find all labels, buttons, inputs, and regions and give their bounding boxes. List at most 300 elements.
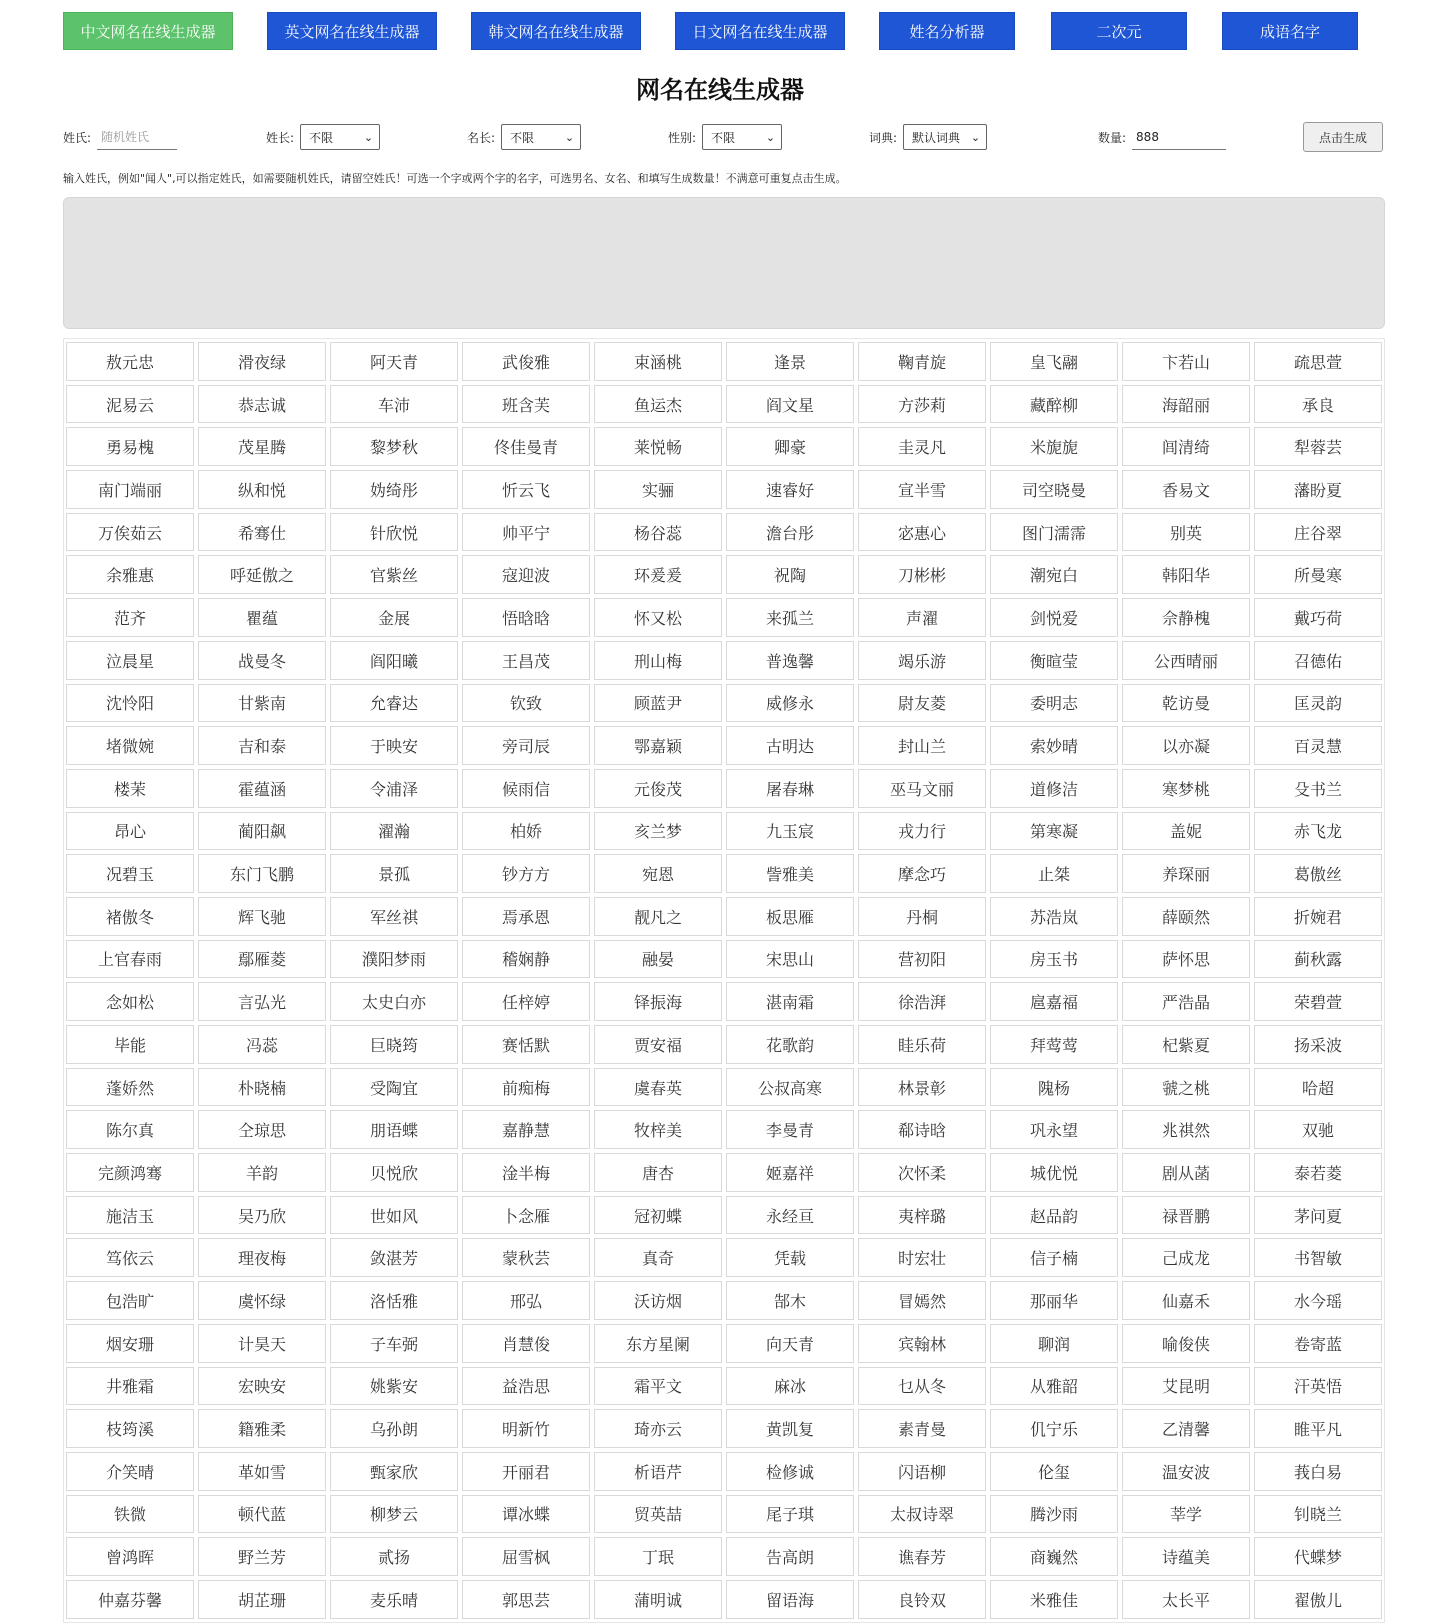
name-cell[interactable]: 诗蕴美 — [1122, 1537, 1250, 1576]
name-cell[interactable]: 施洁玉 — [66, 1196, 194, 1235]
name-cell[interactable]: 贰扬 — [330, 1537, 458, 1576]
name-cell[interactable]: 伦玺 — [990, 1452, 1118, 1491]
gender-select[interactable] — [702, 124, 782, 150]
name-cell[interactable]: 黎梦秋 — [330, 427, 458, 466]
name-cell[interactable]: 衡暄莹 — [990, 641, 1118, 680]
name-cell[interactable]: 双驰 — [1254, 1110, 1382, 1149]
name-cell[interactable]: 哈超 — [1254, 1068, 1382, 1107]
name-cell[interactable]: 素青曼 — [858, 1409, 986, 1448]
name-cell[interactable]: 从雅韶 — [990, 1367, 1118, 1406]
name-cell[interactable]: 蓟秋露 — [1254, 940, 1382, 979]
name-cell[interactable]: 屈雪枫 — [462, 1537, 590, 1576]
name-cell[interactable]: 丁珉 — [594, 1537, 722, 1576]
name-cell[interactable]: 艾昆明 — [1122, 1367, 1250, 1406]
name-cell[interactable]: 百灵慧 — [1254, 726, 1382, 765]
name-cell[interactable]: 亥兰梦 — [594, 812, 722, 851]
name-cell[interactable]: 蒲明诚 — [594, 1580, 722, 1619]
name-cell[interactable]: 濮阳梦雨 — [330, 940, 458, 979]
name-cell[interactable]: 茂星腾 — [198, 427, 326, 466]
name-cell[interactable]: 郜木 — [726, 1281, 854, 1320]
name-cell[interactable]: 理夜梅 — [198, 1238, 326, 1277]
name-cell[interactable]: 翟傲儿 — [1254, 1580, 1382, 1619]
name-cell[interactable]: 束涵桃 — [594, 342, 722, 381]
name-cell[interactable]: 麦乐晴 — [330, 1580, 458, 1619]
name-cell[interactable]: 禄晋鹏 — [1122, 1196, 1250, 1235]
name-cell[interactable]: 顾蓝尹 — [594, 684, 722, 723]
name-cell[interactable]: 宓惠心 — [858, 513, 986, 552]
name-cell[interactable]: 赤飞龙 — [1254, 812, 1382, 851]
name-cell[interactable]: 沈怜阳 — [66, 684, 194, 723]
name-cell[interactable]: 澹台彤 — [726, 513, 854, 552]
name-cell[interactable]: 承良 — [1254, 385, 1382, 424]
name-cell[interactable]: 包浩旷 — [66, 1281, 194, 1320]
name-cell[interactable]: 唐杏 — [594, 1153, 722, 1192]
name-cell[interactable]: 环爰爰 — [594, 555, 722, 594]
name-cell[interactable]: 言弘光 — [198, 982, 326, 1021]
name-cell[interactable]: 太史白亦 — [330, 982, 458, 1021]
name-cell[interactable]: 屠春琳 — [726, 769, 854, 808]
name-cell[interactable]: 枝筠溪 — [66, 1409, 194, 1448]
name-cell[interactable]: 止桀 — [990, 854, 1118, 893]
name-cell[interactable]: 敖元忠 — [66, 342, 194, 381]
name-cell[interactable]: 谭冰蝶 — [462, 1495, 590, 1534]
name-cell[interactable]: 圭灵凡 — [858, 427, 986, 466]
name-cell[interactable]: 怀又松 — [594, 598, 722, 637]
name-cell[interactable]: 丹桐 — [858, 897, 986, 936]
name-cell[interactable]: 甘紫南 — [198, 684, 326, 723]
name-cell[interactable]: 籍雅柔 — [198, 1409, 326, 1448]
name-cell[interactable]: 元俊茂 — [594, 769, 722, 808]
nav-button-5[interactable]: 姓名分析器 — [879, 12, 1015, 50]
name-cell[interactable]: 眭乐荷 — [858, 1025, 986, 1064]
name-cell[interactable]: 完颜鸿骞 — [66, 1153, 194, 1192]
name-cell[interactable]: 洛恬雅 — [330, 1281, 458, 1320]
name-cell[interactable]: 柳梦云 — [330, 1495, 458, 1534]
name-cell[interactable]: 乜从冬 — [858, 1367, 986, 1406]
name-cell[interactable]: 所曼寒 — [1254, 555, 1382, 594]
name-cell[interactable]: 帅平宁 — [462, 513, 590, 552]
name-cell[interactable]: 牧梓美 — [594, 1110, 722, 1149]
name-cell[interactable]: 希骞仕 — [198, 513, 326, 552]
name-cell[interactable]: 时宏壮 — [858, 1238, 986, 1277]
name-cell[interactable]: 益浩思 — [462, 1367, 590, 1406]
name-cell[interactable]: 戎力行 — [858, 812, 986, 851]
name-cell[interactable]: 竭乐游 — [858, 641, 986, 680]
name-cell[interactable]: 胡芷珊 — [198, 1580, 326, 1619]
name-cell[interactable]: 霜平文 — [594, 1367, 722, 1406]
name-cell[interactable]: 摩念巧 — [858, 854, 986, 893]
name-cell[interactable]: 疏思萱 — [1254, 342, 1382, 381]
name-cell[interactable]: 滑夜绿 — [198, 342, 326, 381]
name-cell[interactable]: 李曼青 — [726, 1110, 854, 1149]
name-cell[interactable]: 莱悦畅 — [594, 427, 722, 466]
name-cell[interactable]: 仝琼思 — [198, 1110, 326, 1149]
name-cell[interactable]: 铎振海 — [594, 982, 722, 1021]
name-cell[interactable]: 刀彬彬 — [858, 555, 986, 594]
name-cell[interactable]: 封山兰 — [858, 726, 986, 765]
name-cell[interactable]: 留语海 — [726, 1580, 854, 1619]
name-cell[interactable]: 赵品韵 — [990, 1196, 1118, 1235]
name-cell[interactable]: 世如风 — [330, 1196, 458, 1235]
name-cell[interactable]: 谯春芳 — [858, 1537, 986, 1576]
name-cell[interactable]: 铁微 — [66, 1495, 194, 1534]
name-cell[interactable]: 盖妮 — [1122, 812, 1250, 851]
nav-button-1[interactable]: 中文网名在线生成器 — [63, 12, 233, 50]
name-cell[interactable]: 书智敏 — [1254, 1238, 1382, 1277]
name-cell[interactable]: 香易文 — [1122, 470, 1250, 509]
name-cell[interactable]: 贾安福 — [594, 1025, 722, 1064]
name-cell[interactable]: 召德佑 — [1254, 641, 1382, 680]
name-cell[interactable]: 兆祺然 — [1122, 1110, 1250, 1149]
name-cell[interactable]: 巩永望 — [990, 1110, 1118, 1149]
name-cell[interactable]: 宣半雪 — [858, 470, 986, 509]
name-cell[interactable]: 闾清绮 — [1122, 427, 1250, 466]
name-cell[interactable]: 褚傲冬 — [66, 897, 194, 936]
name-cell[interactable]: 葛傲丝 — [1254, 854, 1382, 893]
name-cell[interactable]: 告高朗 — [726, 1537, 854, 1576]
name-cell[interactable]: 扬采波 — [1254, 1025, 1382, 1064]
name-cell[interactable]: 金展 — [330, 598, 458, 637]
name-cell[interactable]: 潮宛白 — [990, 555, 1118, 594]
name-cell[interactable]: 拜莺莺 — [990, 1025, 1118, 1064]
name-cell[interactable]: 方莎莉 — [858, 385, 986, 424]
name-cell[interactable]: 开丽君 — [462, 1452, 590, 1491]
name-cell[interactable]: 寒梦桃 — [1122, 769, 1250, 808]
name-cell[interactable]: 吉和泰 — [198, 726, 326, 765]
name-cell[interactable]: 杞紫夏 — [1122, 1025, 1250, 1064]
name-cell[interactable]: 钞方方 — [462, 854, 590, 893]
name-cell[interactable]: 代蝶梦 — [1254, 1537, 1382, 1576]
name-cell[interactable]: 虞春英 — [594, 1068, 722, 1107]
name-cell[interactable]: 万俟茹云 — [66, 513, 194, 552]
name-cell[interactable]: 嘉静慧 — [462, 1110, 590, 1149]
name-cell[interactable]: 尾子琪 — [726, 1495, 854, 1534]
name-cell[interactable]: 泰若菱 — [1254, 1153, 1382, 1192]
name-cell[interactable]: 计昊天 — [198, 1324, 326, 1363]
name-cell[interactable]: 巨晓筠 — [330, 1025, 458, 1064]
name-cell[interactable]: 蒙秋芸 — [462, 1238, 590, 1277]
name-cell[interactable]: 庄谷翠 — [1254, 513, 1382, 552]
name-cell[interactable]: 井雅霜 — [66, 1367, 194, 1406]
name-cell[interactable]: 南门端丽 — [66, 470, 194, 509]
name-cell[interactable]: 陈尔真 — [66, 1110, 194, 1149]
name-cell[interactable]: 毕能 — [66, 1025, 194, 1064]
name-cell[interactable]: 检修诚 — [726, 1452, 854, 1491]
nav-button-7[interactable]: 成语名字 — [1222, 12, 1358, 50]
name-cell[interactable]: 扈嘉福 — [990, 982, 1118, 1021]
name-cell[interactable]: 革如雪 — [198, 1452, 326, 1491]
name-cell[interactable]: 湛南霜 — [726, 982, 854, 1021]
name-cell[interactable]: 腾沙雨 — [990, 1495, 1118, 1534]
name-cell[interactable]: 贸英喆 — [594, 1495, 722, 1534]
name-cell[interactable]: 太叔诗翠 — [858, 1495, 986, 1534]
name-cell[interactable]: 班含芙 — [462, 385, 590, 424]
name-cell[interactable]: 殳书兰 — [1254, 769, 1382, 808]
name-cell[interactable]: 泥易云 — [66, 385, 194, 424]
name-cell[interactable]: 钊晓兰 — [1254, 1495, 1382, 1534]
name-cell[interactable]: 古明达 — [726, 726, 854, 765]
name-cell[interactable]: 令浦泽 — [330, 769, 458, 808]
nav-button-4[interactable]: 日文网名在线生成器 — [675, 12, 845, 50]
name-cell[interactable]: 永经亘 — [726, 1196, 854, 1235]
name-cell[interactable]: 乙清馨 — [1122, 1409, 1250, 1448]
name-cell[interactable]: 薛颐然 — [1122, 897, 1250, 936]
name-cell[interactable]: 刑山梅 — [594, 641, 722, 680]
name-cell[interactable]: 钦致 — [462, 684, 590, 723]
name-cell[interactable]: 养琛丽 — [1122, 854, 1250, 893]
name-cell[interactable]: 戴巧荷 — [1254, 598, 1382, 637]
name-cell[interactable]: 稽娴静 — [462, 940, 590, 979]
name-cell[interactable]: 营初阳 — [858, 940, 986, 979]
name-cell[interactable]: 城优悦 — [990, 1153, 1118, 1192]
name-cell[interactable]: 敛湛芳 — [330, 1238, 458, 1277]
name-cell[interactable]: 景孤 — [330, 854, 458, 893]
name-cell[interactable]: 鞠青旋 — [858, 342, 986, 381]
name-cell[interactable]: 东门飞鹏 — [198, 854, 326, 893]
name-cell[interactable]: 己成龙 — [1122, 1238, 1250, 1277]
name-cell[interactable]: 濯瀚 — [330, 812, 458, 851]
name-cell[interactable]: 阎阳曦 — [330, 641, 458, 680]
name-cell[interactable]: 乌孙朗 — [330, 1409, 458, 1448]
name-cell[interactable]: 第寒凝 — [990, 812, 1118, 851]
name-cell[interactable]: 威修永 — [726, 684, 854, 723]
name-cell[interactable]: 次怀柔 — [858, 1153, 986, 1192]
given-length-select[interactable] — [501, 124, 581, 150]
name-cell[interactable]: 速睿好 — [726, 470, 854, 509]
name-cell[interactable]: 候雨信 — [462, 769, 590, 808]
name-cell[interactable]: 军丝祺 — [330, 897, 458, 936]
name-cell[interactable]: 顿代蓝 — [198, 1495, 326, 1534]
name-cell[interactable]: 韩阳华 — [1122, 555, 1250, 594]
name-cell[interactable]: 阎文星 — [726, 385, 854, 424]
name-cell[interactable]: 宏映安 — [198, 1367, 326, 1406]
name-cell[interactable]: 黄凯复 — [726, 1409, 854, 1448]
name-cell[interactable]: 介笑晴 — [66, 1452, 194, 1491]
name-cell[interactable]: 郗诗晗 — [858, 1110, 986, 1149]
name-cell[interactable]: 麻冰 — [726, 1367, 854, 1406]
name-cell[interactable]: 旁司辰 — [462, 726, 590, 765]
name-cell[interactable]: 王昌茂 — [462, 641, 590, 680]
name-cell[interactable]: 笃依云 — [66, 1238, 194, 1277]
name-cell[interactable]: 余雅惠 — [66, 555, 194, 594]
name-cell[interactable]: 来孤兰 — [726, 598, 854, 637]
name-cell[interactable]: 忻云飞 — [462, 470, 590, 509]
surname-input[interactable] — [97, 124, 177, 150]
name-cell[interactable]: 楼茉 — [66, 769, 194, 808]
name-cell[interactable]: 海韶丽 — [1122, 385, 1250, 424]
name-cell[interactable]: 上官春雨 — [66, 940, 194, 979]
surname-length-select[interactable] — [300, 124, 380, 150]
name-cell[interactable]: 剧从菡 — [1122, 1153, 1250, 1192]
name-cell[interactable]: 姚紫安 — [330, 1367, 458, 1406]
name-cell[interactable]: 仲嘉芬馨 — [66, 1580, 194, 1619]
count-input[interactable] — [1132, 124, 1226, 150]
name-cell[interactable]: 茅问夏 — [1254, 1196, 1382, 1235]
name-cell[interactable]: 佟佳曼青 — [462, 427, 590, 466]
name-cell[interactable]: 林景彰 — [858, 1068, 986, 1107]
name-cell[interactable]: 念如松 — [66, 982, 194, 1021]
name-cell[interactable]: 聊润 — [990, 1324, 1118, 1363]
name-cell[interactable]: 恭志诚 — [198, 385, 326, 424]
name-cell[interactable]: 纵和悦 — [198, 470, 326, 509]
name-cell[interactable]: 鱼运杰 — [594, 385, 722, 424]
name-cell[interactable]: 剑悦爱 — [990, 598, 1118, 637]
name-cell[interactable]: 邢弘 — [462, 1281, 590, 1320]
name-cell[interactable]: 勇易槐 — [66, 427, 194, 466]
name-cell[interactable]: 米雅佳 — [990, 1580, 1118, 1619]
name-cell[interactable]: 蓬娇然 — [66, 1068, 194, 1107]
name-cell[interactable]: 逢景 — [726, 342, 854, 381]
name-cell[interactable]: 融晏 — [594, 940, 722, 979]
name-cell[interactable]: 喻俊侠 — [1122, 1324, 1250, 1363]
name-cell[interactable]: 凭载 — [726, 1238, 854, 1277]
name-cell[interactable]: 柏娇 — [462, 812, 590, 851]
name-cell[interactable]: 贝悦欣 — [330, 1153, 458, 1192]
name-cell[interactable]: 于映安 — [330, 726, 458, 765]
name-cell[interactable]: 公叔高寒 — [726, 1068, 854, 1107]
name-cell[interactable]: 前痴梅 — [462, 1068, 590, 1107]
name-cell[interactable]: 朴晓楠 — [198, 1068, 326, 1107]
name-cell[interactable]: 车沛 — [330, 385, 458, 424]
name-cell[interactable]: 卷寄蓝 — [1254, 1324, 1382, 1363]
name-cell[interactable]: 莪白易 — [1254, 1452, 1382, 1491]
name-cell[interactable]: 睢平凡 — [1254, 1409, 1382, 1448]
name-cell[interactable]: 鄢雁菱 — [198, 940, 326, 979]
name-cell[interactable]: 析语芹 — [594, 1452, 722, 1491]
name-cell[interactable]: 范齐 — [66, 598, 194, 637]
name-cell[interactable]: 尉友菱 — [858, 684, 986, 723]
name-cell[interactable]: 瞿蕴 — [198, 598, 326, 637]
name-cell[interactable]: 以亦凝 — [1122, 726, 1250, 765]
name-cell[interactable]: 冠初蝶 — [594, 1196, 722, 1235]
name-cell[interactable]: 米旎旎 — [990, 427, 1118, 466]
name-cell[interactable]: 仙嘉禾 — [1122, 1281, 1250, 1320]
name-cell[interactable]: 况碧玉 — [66, 854, 194, 893]
name-cell[interactable]: 宛恩 — [594, 854, 722, 893]
name-cell[interactable]: 吴乃欣 — [198, 1196, 326, 1235]
name-cell[interactable]: 冒嫣然 — [858, 1281, 986, 1320]
name-cell[interactable]: 仉宁乐 — [990, 1409, 1118, 1448]
name-cell[interactable]: 实骊 — [594, 470, 722, 509]
name-cell[interactable]: 商巍然 — [990, 1537, 1118, 1576]
name-cell[interactable]: 东方星阑 — [594, 1324, 722, 1363]
name-cell[interactable]: 卞若山 — [1122, 342, 1250, 381]
name-cell[interactable]: 淦半梅 — [462, 1153, 590, 1192]
name-cell[interactable]: 乾访曼 — [1122, 684, 1250, 723]
name-cell[interactable]: 悟晗晗 — [462, 598, 590, 637]
name-cell[interactable]: 藩盼夏 — [1254, 470, 1382, 509]
name-cell[interactable]: 莘学 — [1122, 1495, 1250, 1534]
name-cell[interactable]: 琦亦云 — [594, 1409, 722, 1448]
name-cell[interactable]: 九玉宸 — [726, 812, 854, 851]
name-cell[interactable]: 苏浩岚 — [990, 897, 1118, 936]
name-cell[interactable]: 皇飞翮 — [990, 342, 1118, 381]
name-cell[interactable]: 寇迎波 — [462, 555, 590, 594]
name-cell[interactable]: 沃访烟 — [594, 1281, 722, 1320]
name-cell[interactable]: 荣碧萱 — [1254, 982, 1382, 1021]
name-cell[interactable]: 道修洁 — [990, 769, 1118, 808]
name-cell[interactable]: 靓凡之 — [594, 897, 722, 936]
name-cell[interactable]: 郭思芸 — [462, 1580, 590, 1619]
name-cell[interactable]: 蔺阳飙 — [198, 812, 326, 851]
name-cell[interactable]: 肖慧俊 — [462, 1324, 590, 1363]
name-cell[interactable]: 图门濡霈 — [990, 513, 1118, 552]
name-cell[interactable]: 花歌韵 — [726, 1025, 854, 1064]
nav-button-3[interactable]: 韩文网名在线生成器 — [471, 12, 641, 50]
name-cell[interactable]: 向天青 — [726, 1324, 854, 1363]
name-cell[interactable]: 公西晴丽 — [1122, 641, 1250, 680]
name-cell[interactable]: 犁蓉芸 — [1254, 427, 1382, 466]
name-cell[interactable]: 妫绮彤 — [330, 470, 458, 509]
name-cell[interactable]: 堵微婉 — [66, 726, 194, 765]
name-cell[interactable]: 声濯 — [858, 598, 986, 637]
name-cell[interactable]: 真奇 — [594, 1238, 722, 1277]
name-cell[interactable]: 司空晓曼 — [990, 470, 1118, 509]
name-cell[interactable]: 卿豪 — [726, 427, 854, 466]
name-cell[interactable]: 匡灵韵 — [1254, 684, 1382, 723]
name-cell[interactable]: 虞怀绿 — [198, 1281, 326, 1320]
name-cell[interactable]: 霍蕴涵 — [198, 769, 326, 808]
name-cell[interactable]: 别英 — [1122, 513, 1250, 552]
nav-button-6[interactable]: 二次元 — [1051, 12, 1187, 50]
name-cell[interactable]: 那丽华 — [990, 1281, 1118, 1320]
name-cell[interactable]: 允睿达 — [330, 684, 458, 723]
name-cell[interactable]: 子车弼 — [330, 1324, 458, 1363]
name-cell[interactable]: 羊韵 — [198, 1153, 326, 1192]
name-cell[interactable]: 板思雁 — [726, 897, 854, 936]
name-cell[interactable]: 泣晨星 — [66, 641, 194, 680]
name-cell[interactable]: 卜念雁 — [462, 1196, 590, 1235]
name-cell[interactable]: 徐浩湃 — [858, 982, 986, 1021]
name-cell[interactable]: 夷梓璐 — [858, 1196, 986, 1235]
name-cell[interactable]: 甄家欣 — [330, 1452, 458, 1491]
name-cell[interactable]: 虢之桃 — [1122, 1068, 1250, 1107]
nav-button-2[interactable]: 英文网名在线生成器 — [267, 12, 437, 50]
name-cell[interactable]: 隗杨 — [990, 1068, 1118, 1107]
name-cell[interactable]: 祝陶 — [726, 555, 854, 594]
name-cell[interactable]: 宋思山 — [726, 940, 854, 979]
name-cell[interactable]: 巫马文丽 — [858, 769, 986, 808]
name-cell[interactable]: 战曼冬 — [198, 641, 326, 680]
name-cell[interactable]: 藏醉柳 — [990, 385, 1118, 424]
name-cell[interactable]: 烟安珊 — [66, 1324, 194, 1363]
name-cell[interactable]: 普逸馨 — [726, 641, 854, 680]
name-cell[interactable]: 索妙晴 — [990, 726, 1118, 765]
name-cell[interactable]: 冯蕊 — [198, 1025, 326, 1064]
name-cell[interactable]: 姬嘉祥 — [726, 1153, 854, 1192]
name-cell[interactable]: 呼延傲之 — [198, 555, 326, 594]
generate-button[interactable]: 点击生成 — [1303, 122, 1383, 152]
name-cell[interactable]: 信子楠 — [990, 1238, 1118, 1277]
name-cell[interactable]: 任梓婷 — [462, 982, 590, 1021]
name-cell[interactable]: 辉飞驰 — [198, 897, 326, 936]
name-cell[interactable]: 太长平 — [1122, 1580, 1250, 1619]
name-cell[interactable]: 萨怀思 — [1122, 940, 1250, 979]
name-cell[interactable]: 鄂嘉颖 — [594, 726, 722, 765]
name-cell[interactable]: 温安波 — [1122, 1452, 1250, 1491]
name-cell[interactable]: 阿天青 — [330, 342, 458, 381]
name-cell[interactable]: 佘静槐 — [1122, 598, 1250, 637]
name-cell[interactable]: 受陶宜 — [330, 1068, 458, 1107]
name-cell[interactable]: 水今瑶 — [1254, 1281, 1382, 1320]
name-cell[interactable]: 明新竹 — [462, 1409, 590, 1448]
name-cell[interactable]: 訾雅美 — [726, 854, 854, 893]
name-cell[interactable]: 折婉君 — [1254, 897, 1382, 936]
name-cell[interactable]: 焉承恩 — [462, 897, 590, 936]
name-cell[interactable]: 野兰芳 — [198, 1537, 326, 1576]
dictionary-select[interactable] — [903, 124, 987, 150]
name-cell[interactable]: 曾鸿晖 — [66, 1537, 194, 1576]
